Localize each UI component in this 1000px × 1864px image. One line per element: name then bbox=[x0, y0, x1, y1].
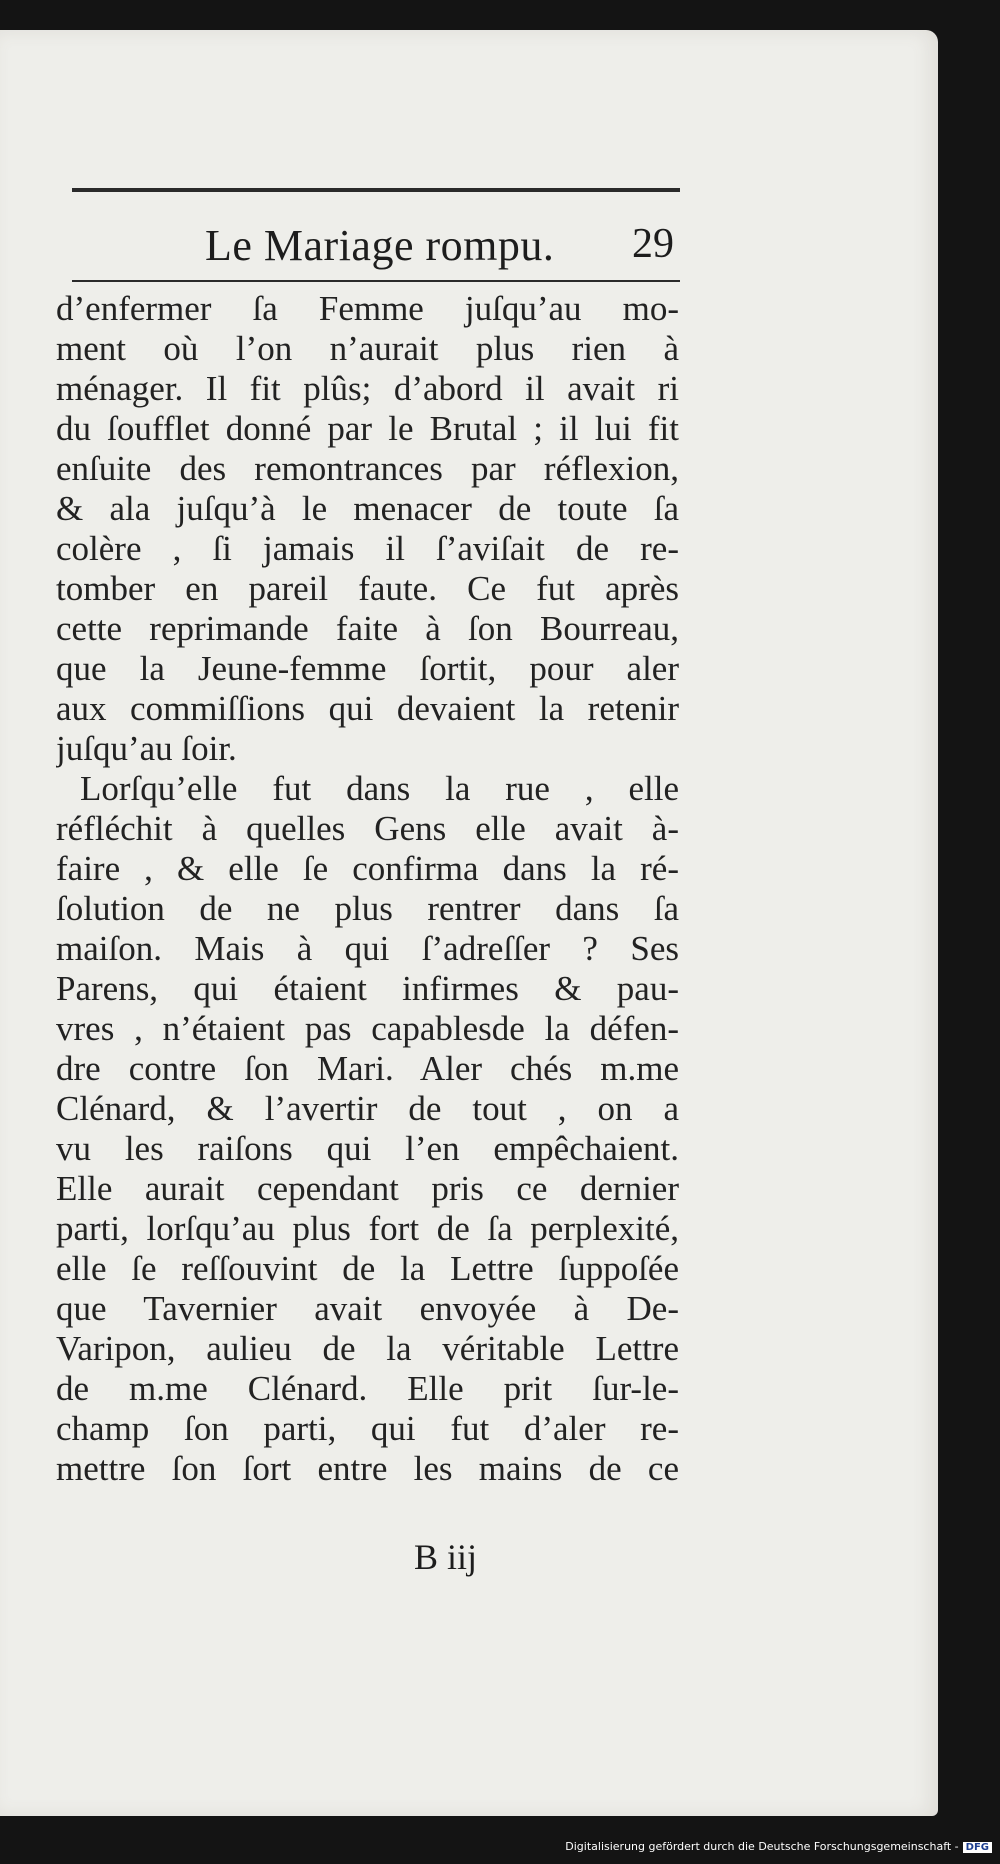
text-line: cette reprimande faite à ſon Bourreau, bbox=[56, 609, 679, 648]
text-line: enſuite des remontrances par réflexion, bbox=[56, 449, 679, 488]
text-line: juſqu’au ſoir. bbox=[56, 729, 237, 768]
text-line: vres , n’étaient pas capablesde la défen- bbox=[56, 1009, 679, 1048]
text-line: que la Jeune-femme ſortit, pour aler bbox=[56, 649, 679, 688]
text-line: du ſoufflet donné par le Brutal ; il lui fit bbox=[56, 409, 679, 448]
text-line: tomber en pareil faute. Ce fut après bbox=[56, 569, 679, 608]
text-line: elle ſe reſſouvint de la Lettre ſuppoſée bbox=[56, 1249, 679, 1288]
text-line: faire , & elle ſe confirma dans la ré- bbox=[56, 849, 679, 888]
text-line: ménager. Il fit plûs; d’abord il avait ri bbox=[56, 369, 679, 408]
text-line: de m.me Clénard. Elle prit ſur-le- bbox=[56, 1369, 679, 1408]
digitization-footer bbox=[0, 1840, 992, 1853]
digitization-credit: Digitalisierung gefördert durch die Deutsche Forschungsgemeinschaft - bbox=[565, 1840, 959, 1853]
text-line: vu les raiſons qui l’en empêchaient. bbox=[56, 1129, 679, 1168]
text-line: que Tavernier avait envoyée à De- bbox=[56, 1289, 679, 1328]
text-line: maiſon. Mais à qui ſ’adreſſer ? Ses bbox=[56, 929, 679, 968]
header-rule-bottom bbox=[72, 280, 680, 282]
text-line: Clénard, & l’avertir de tout , on a bbox=[56, 1089, 679, 1128]
page-number: 29 bbox=[632, 221, 674, 267]
text-line: parti, lorſqu’au plus fort de ſa perplexité, bbox=[56, 1209, 679, 1248]
text-line: & ala juſqu’à le menacer de toute ſa bbox=[56, 489, 679, 528]
book-page bbox=[0, 30, 938, 1816]
header-rule-top bbox=[72, 188, 680, 192]
signature-mark: B iij bbox=[414, 1537, 478, 1577]
text-line: réfléchit à quelles Gens elle avait à- bbox=[56, 809, 679, 848]
text-line: Varipon, aulieu de la véritable Lettre bbox=[56, 1329, 679, 1368]
running-title: Le Mariage rompu. bbox=[205, 221, 555, 270]
text-line: ment où l’on n’aurait plus rien à bbox=[56, 329, 679, 368]
text-line: colère , ſi jamais il ſ’aviſait de re- bbox=[56, 529, 679, 568]
text-line: Lorſqu’elle fut dans la rue , elle bbox=[80, 769, 679, 808]
text-line: dre contre ſon Mari. Aler chés m.me bbox=[56, 1049, 679, 1088]
text-line: ſolution de ne plus rentrer dans ſa bbox=[56, 889, 679, 928]
text-line: Parens, qui étaient infirmes & pau- bbox=[56, 969, 679, 1008]
text-line: champ ſon parti, qui fut d’aler re- bbox=[56, 1409, 679, 1448]
dfg-logo-icon: DFG bbox=[963, 1842, 992, 1853]
text-line: Elle aurait cependant pris ce dernier bbox=[56, 1169, 679, 1208]
text-line: d’enfermer ſa Femme juſqu’au mo- bbox=[56, 289, 679, 328]
text-line: mettre ſon ſort entre les mains de ce bbox=[56, 1449, 679, 1488]
text-line: aux commiſſions qui devaient la retenir bbox=[56, 689, 679, 728]
